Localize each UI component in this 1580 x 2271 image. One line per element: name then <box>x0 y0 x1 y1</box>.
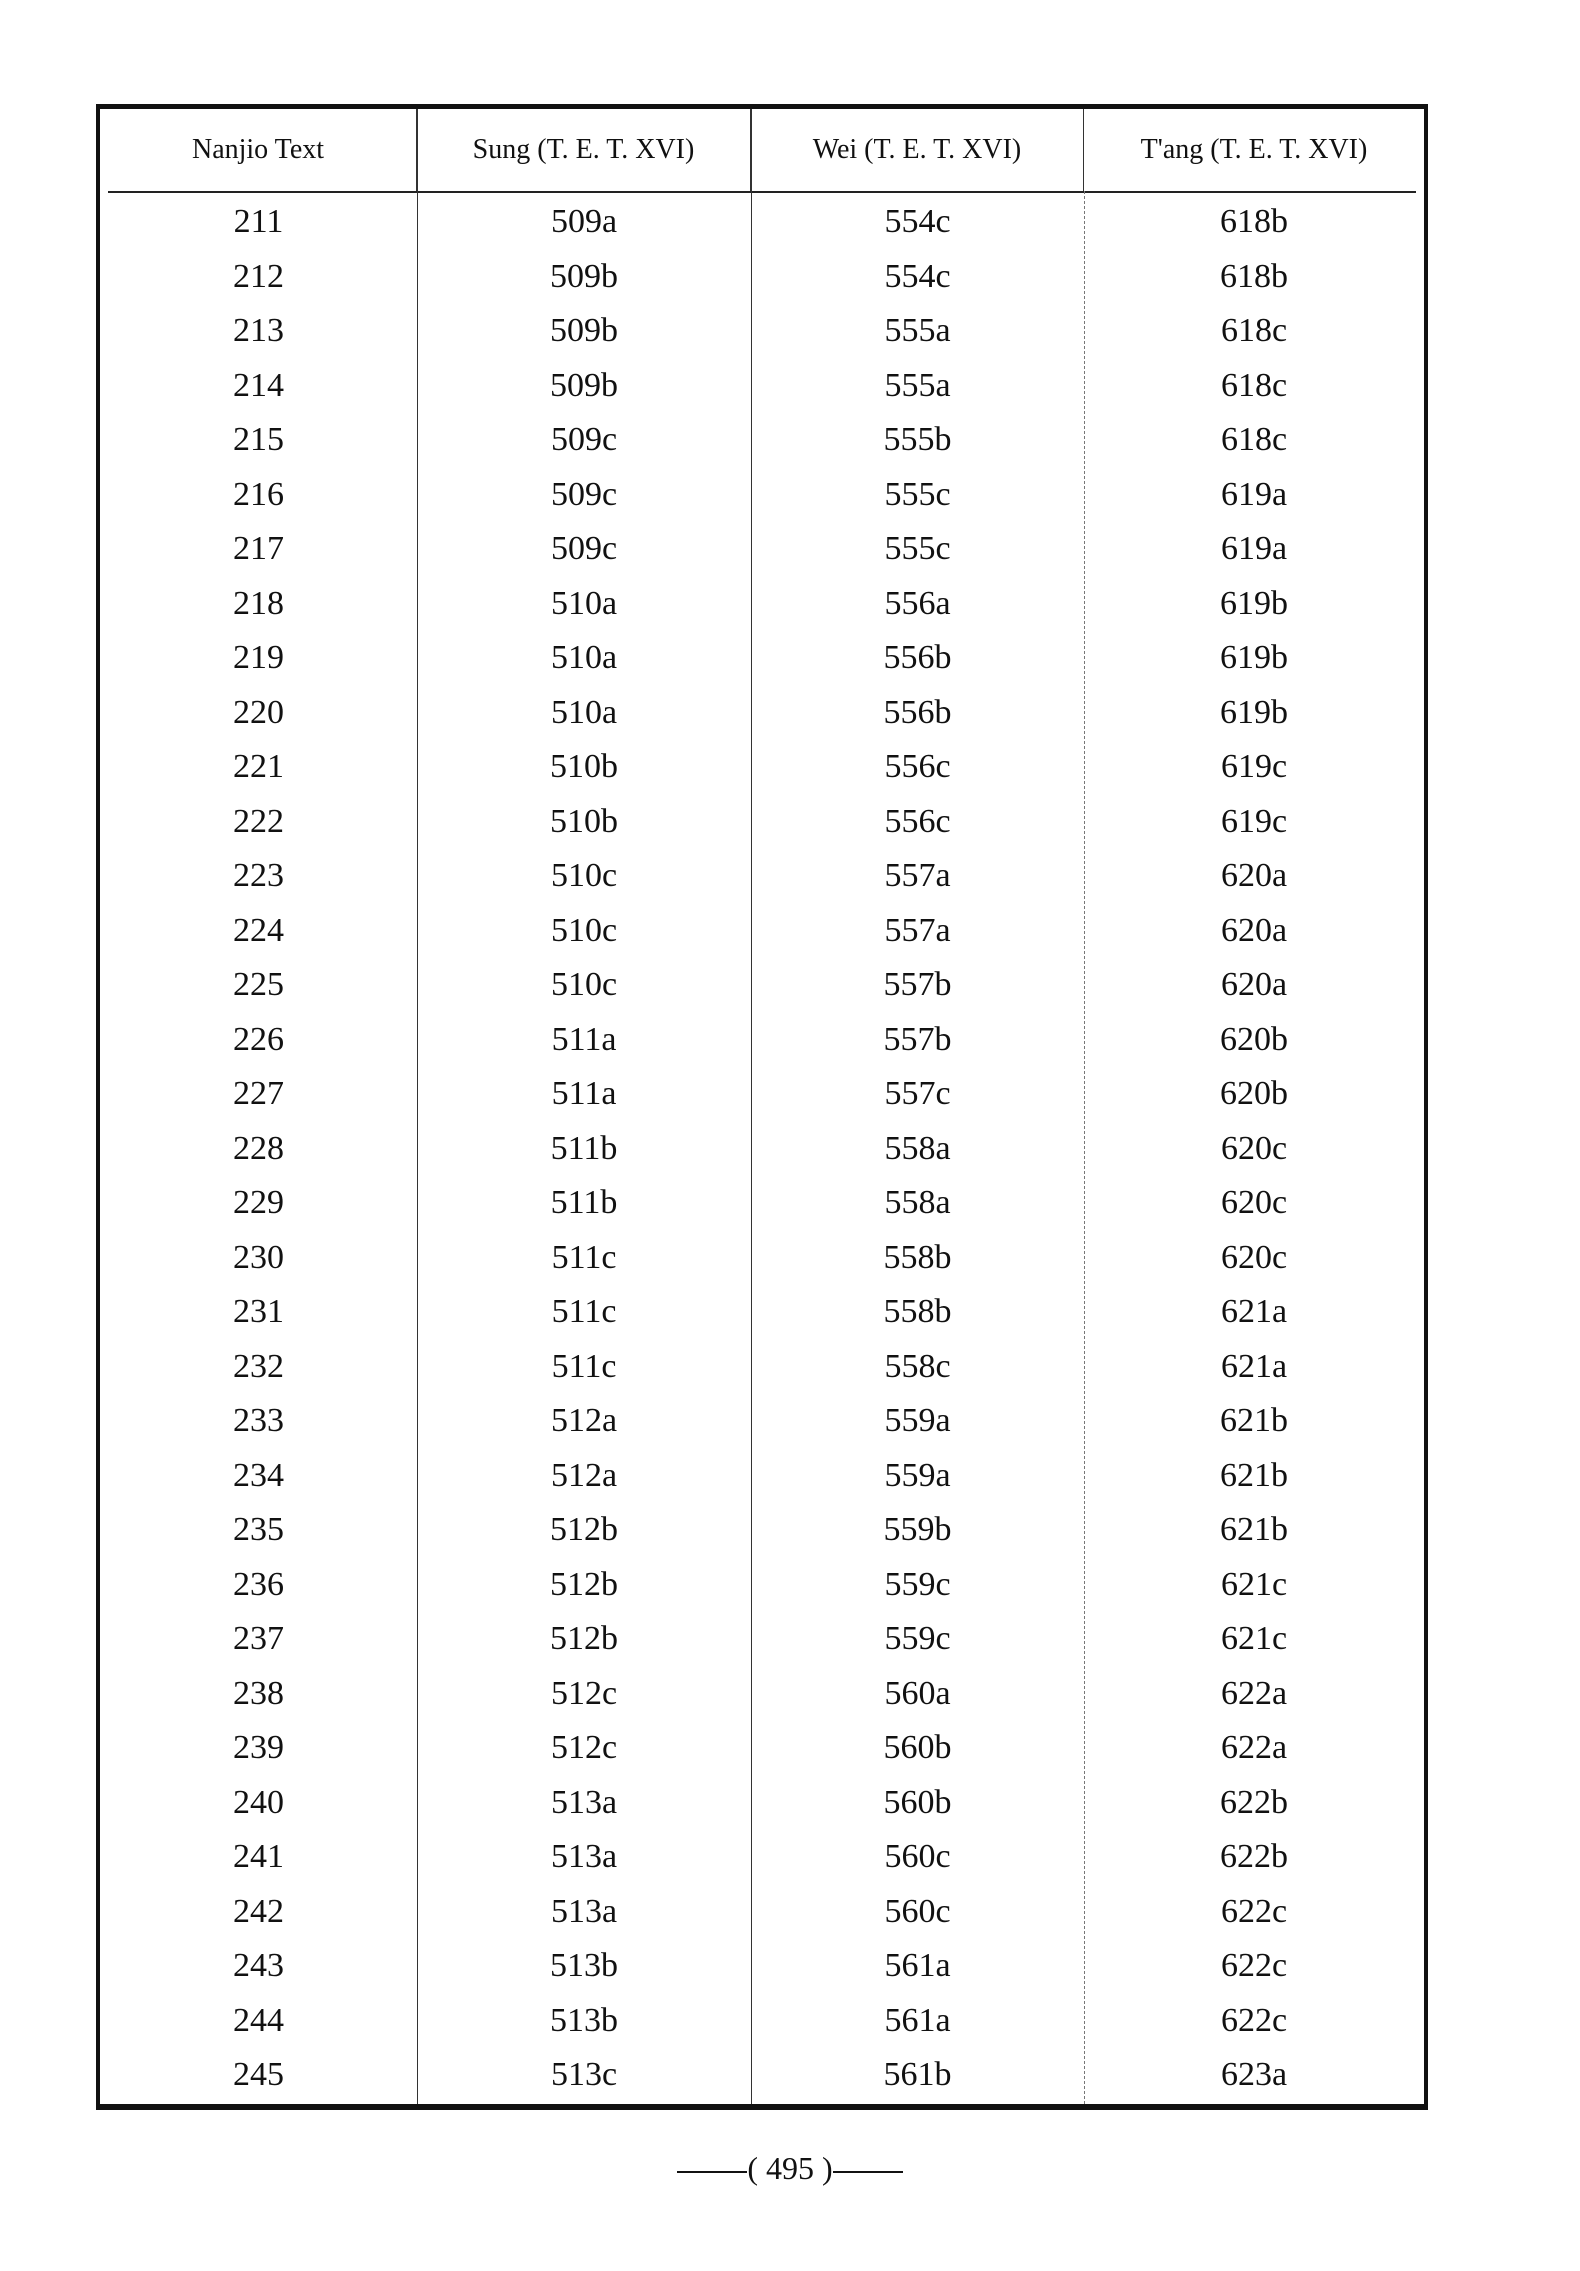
tang-cell: 622b <box>1220 1838 1288 1876</box>
table-row <box>100 522 1424 577</box>
sung-cell: 513a <box>550 1838 618 1876</box>
tang-cell: 618c <box>1220 312 1288 350</box>
nanjio-cell: 226 <box>233 1020 284 1058</box>
wei-cell: 556a <box>884 584 951 622</box>
wei-cell: 556c <box>884 802 951 840</box>
wei-cell: 559a <box>884 1456 951 1494</box>
table-row <box>100 1176 1424 1231</box>
table-row <box>100 1612 1424 1667</box>
nanjio-cell: 215 <box>233 421 284 459</box>
tang-cell: 622a <box>1220 1674 1288 1712</box>
table-row <box>100 2048 1424 2103</box>
sung-cell: 513c <box>550 2056 618 2094</box>
nanjio-cell: 235 <box>233 1511 284 1549</box>
wei-cell: 554c <box>884 203 951 241</box>
wei-cell: 560b <box>883 1729 952 1767</box>
header-wei: Wei (T. E. T. XVI) <box>751 109 1084 191</box>
nanjio-cell: 231 <box>233 1293 284 1331</box>
wei-cell: 558a <box>884 1184 951 1222</box>
table-row <box>100 1285 1424 1340</box>
nanjio-cell: 245 <box>233 2056 284 2094</box>
sung-cell: 512c <box>550 1729 618 1767</box>
table-row <box>100 1558 1424 1613</box>
tang-cell: 620a <box>1220 966 1288 1004</box>
table-row <box>100 1449 1424 1504</box>
tang-cell: 619b <box>1220 693 1288 731</box>
nanjio-cell: 236 <box>233 1565 284 1603</box>
header-sung: Sung (T. E. T. XVI) <box>417 109 751 191</box>
sung-cell: 511a <box>551 1075 617 1113</box>
wei-cell: 554c <box>884 257 951 295</box>
tang-cell: 619b <box>1220 639 1288 677</box>
table-row <box>100 468 1424 523</box>
nanjio-cell: 239 <box>233 1729 284 1767</box>
tang-cell: 622c <box>1220 2001 1288 2039</box>
sung-cell: 510a <box>550 584 618 622</box>
table-row <box>100 577 1424 632</box>
sung-cell: 511c <box>551 1238 617 1276</box>
nanjio-cell: 227 <box>233 1075 284 1113</box>
table-body <box>100 195 1424 2103</box>
nanjio-cell: 221 <box>233 748 284 786</box>
sung-cell: 512a <box>550 1402 618 1440</box>
sung-cell: 511b <box>550 1184 618 1222</box>
table-row <box>100 1231 1424 1286</box>
nanjio-cell: 240 <box>233 1783 284 1821</box>
sung-cell: 512b <box>550 1511 618 1549</box>
wei-cell: 555a <box>884 312 951 350</box>
nanjio-cell: 228 <box>233 1129 284 1167</box>
table-row <box>100 1667 1424 1722</box>
wei-cell: 556b <box>883 639 952 677</box>
wei-cell: 556c <box>884 748 951 786</box>
tang-cell: 621b <box>1220 1456 1288 1494</box>
table-row <box>100 1122 1424 1177</box>
sung-cell: 510b <box>550 748 618 786</box>
nanjio-cell: 230 <box>233 1238 284 1276</box>
nanjio-cell: 242 <box>233 1892 284 1930</box>
tang-cell: 620a <box>1220 911 1288 949</box>
tang-cell: 621a <box>1220 1347 1288 1385</box>
table-row <box>100 1503 1424 1558</box>
sung-cell: 509a <box>550 203 618 241</box>
nanjio-cell: 213 <box>233 312 284 350</box>
nanjio-cell: 224 <box>233 911 284 949</box>
table-row <box>100 1939 1424 1994</box>
sung-cell: 513a <box>550 1783 618 1821</box>
nanjio-cell: 243 <box>233 1947 284 1985</box>
sung-cell: 512a <box>550 1456 618 1494</box>
tang-cell: 620b <box>1220 1075 1288 1113</box>
sung-cell: 509c <box>550 475 618 513</box>
wei-cell: 557a <box>884 857 951 895</box>
nanjio-cell: 241 <box>233 1838 284 1876</box>
wei-cell: 555a <box>884 366 951 404</box>
sung-cell: 509b <box>550 366 618 404</box>
tang-cell: 622b <box>1220 1783 1288 1821</box>
wei-cell: 558a <box>884 1129 951 1167</box>
wei-cell: 560a <box>884 1674 951 1712</box>
sung-cell: 510c <box>550 966 618 1004</box>
header-tang: T'ang (T. E. T. XVI) <box>1140 134 1368 165</box>
wei-cell: 555c <box>884 530 951 568</box>
sung-cell: 510c <box>550 857 618 895</box>
wei-cell: 561a <box>884 1947 951 1985</box>
table-row <box>100 904 1424 959</box>
sung-cell: 513b <box>550 1947 618 1985</box>
table-row <box>100 304 1424 359</box>
tang-cell: 621c <box>1220 1565 1288 1603</box>
table-row <box>100 1013 1424 1068</box>
page-number: ( 495 ) <box>0 2150 1580 2187</box>
tang-cell: 619c <box>1220 802 1288 840</box>
sung-cell: 511c <box>551 1293 617 1331</box>
wei-cell: 558b <box>883 1293 952 1331</box>
header-divider <box>108 191 1416 193</box>
table-row <box>100 1394 1424 1449</box>
tang-cell: 621b <box>1220 1402 1288 1440</box>
sung-cell: 509b <box>550 312 618 350</box>
tang-cell: 619a <box>1220 530 1288 568</box>
table-row <box>100 958 1424 1013</box>
wei-cell: 560c <box>884 1892 951 1930</box>
wei-cell: 559c <box>884 1620 951 1658</box>
sung-cell: 512b <box>550 1620 618 1658</box>
nanjio-cell: 219 <box>233 639 284 677</box>
tang-cell: 620a <box>1220 857 1288 895</box>
nanjio-cell: 232 <box>233 1347 284 1385</box>
nanjio-cell: 223 <box>233 857 284 895</box>
table-row <box>100 849 1424 904</box>
table-row <box>100 1067 1424 1122</box>
table-row <box>100 795 1424 850</box>
nanjio-cell: 217 <box>233 530 284 568</box>
table-row <box>100 631 1424 686</box>
wei-cell: 561a <box>884 2001 951 2039</box>
tang-cell: 619a <box>1220 475 1288 513</box>
wei-cell: 560b <box>883 1783 952 1821</box>
nanjio-cell: 244 <box>233 2001 284 2039</box>
wei-cell: 559a <box>884 1402 951 1440</box>
tang-cell: 622a <box>1220 1729 1288 1767</box>
wei-cell: 557c <box>884 1075 951 1113</box>
table-row <box>100 195 1424 250</box>
tang-cell: 620c <box>1220 1238 1288 1276</box>
sung-cell: 513a <box>550 1892 618 1930</box>
sung-cell: 511b <box>550 1129 618 1167</box>
wei-cell: 558b <box>883 1238 952 1276</box>
table-row <box>100 1776 1424 1831</box>
sung-cell: 513b <box>550 2001 618 2039</box>
table-row <box>100 413 1424 468</box>
concordance-table <box>96 104 1428 2110</box>
table-row <box>100 1885 1424 1940</box>
tang-cell: 620b <box>1220 1020 1288 1058</box>
tang-cell: 618c <box>1220 366 1288 404</box>
wei-cell: 558c <box>884 1347 951 1385</box>
page-number-value: 495 <box>766 2150 814 2186</box>
sung-cell: 509c <box>550 421 618 459</box>
tang-cell: 618b <box>1220 257 1288 295</box>
nanjio-cell: 220 <box>233 693 284 731</box>
table-row <box>100 1994 1424 2049</box>
sung-cell: 510a <box>550 693 618 731</box>
tang-cell: 621b <box>1220 1511 1288 1549</box>
nanjio-cell: 211 <box>233 203 284 241</box>
wei-cell: 557b <box>883 966 952 1004</box>
tang-cell: 622c <box>1220 1947 1288 1985</box>
table-row <box>100 250 1424 305</box>
sung-cell: 512c <box>550 1674 618 1712</box>
wei-cell: 555c <box>884 475 951 513</box>
nanjio-cell: 238 <box>233 1674 284 1712</box>
table-row <box>100 1830 1424 1885</box>
wei-cell: 560c <box>884 1838 951 1876</box>
nanjio-cell: 216 <box>233 475 284 513</box>
sung-cell: 510c <box>550 911 618 949</box>
nanjio-cell: 225 <box>233 966 284 1004</box>
table-row <box>100 740 1424 795</box>
table-row <box>100 1340 1424 1395</box>
wei-cell: 559c <box>884 1565 951 1603</box>
tang-cell: 618c <box>1220 421 1288 459</box>
sung-cell: 511c <box>551 1347 617 1385</box>
tang-cell: 621c <box>1220 1620 1288 1658</box>
nanjio-cell: 222 <box>233 802 284 840</box>
header-nanjio: Nanjio Text <box>100 109 417 191</box>
wei-cell: 557a <box>884 911 951 949</box>
wei-cell: 555b <box>883 421 952 459</box>
table-row <box>100 359 1424 414</box>
tang-cell: 620c <box>1220 1184 1288 1222</box>
tang-cell: 622c <box>1220 1892 1288 1930</box>
nanjio-cell: 237 <box>233 1620 284 1658</box>
tang-cell: 619b <box>1220 584 1288 622</box>
table-row <box>100 1721 1424 1776</box>
tang-cell: 620c <box>1220 1129 1288 1167</box>
nanjio-cell: 229 <box>233 1184 284 1222</box>
wei-cell: 559b <box>883 1511 952 1549</box>
nanjio-cell: 234 <box>233 1456 284 1494</box>
table-row <box>100 686 1424 741</box>
sung-cell: 509b <box>550 257 618 295</box>
sung-cell: 511a <box>551 1020 617 1058</box>
sung-cell: 509c <box>550 530 618 568</box>
tang-cell: 618b <box>1220 203 1288 241</box>
sung-cell: 510b <box>550 802 618 840</box>
wei-cell: 557b <box>883 1020 952 1058</box>
wei-cell: 556b <box>883 693 952 731</box>
nanjio-cell: 218 <box>233 584 284 622</box>
tang-cell: 619c <box>1220 748 1288 786</box>
sung-cell: 512b <box>550 1565 618 1603</box>
sung-cell: 510a <box>550 639 618 677</box>
table-header <box>100 109 1424 191</box>
wei-cell: 561b <box>883 2056 952 2094</box>
nanjio-cell: 214 <box>233 366 284 404</box>
tang-cell: 621a <box>1220 1293 1288 1331</box>
nanjio-cell: 212 <box>233 257 284 295</box>
tang-cell: 623a <box>1220 2056 1288 2094</box>
nanjio-cell: 233 <box>233 1402 284 1440</box>
